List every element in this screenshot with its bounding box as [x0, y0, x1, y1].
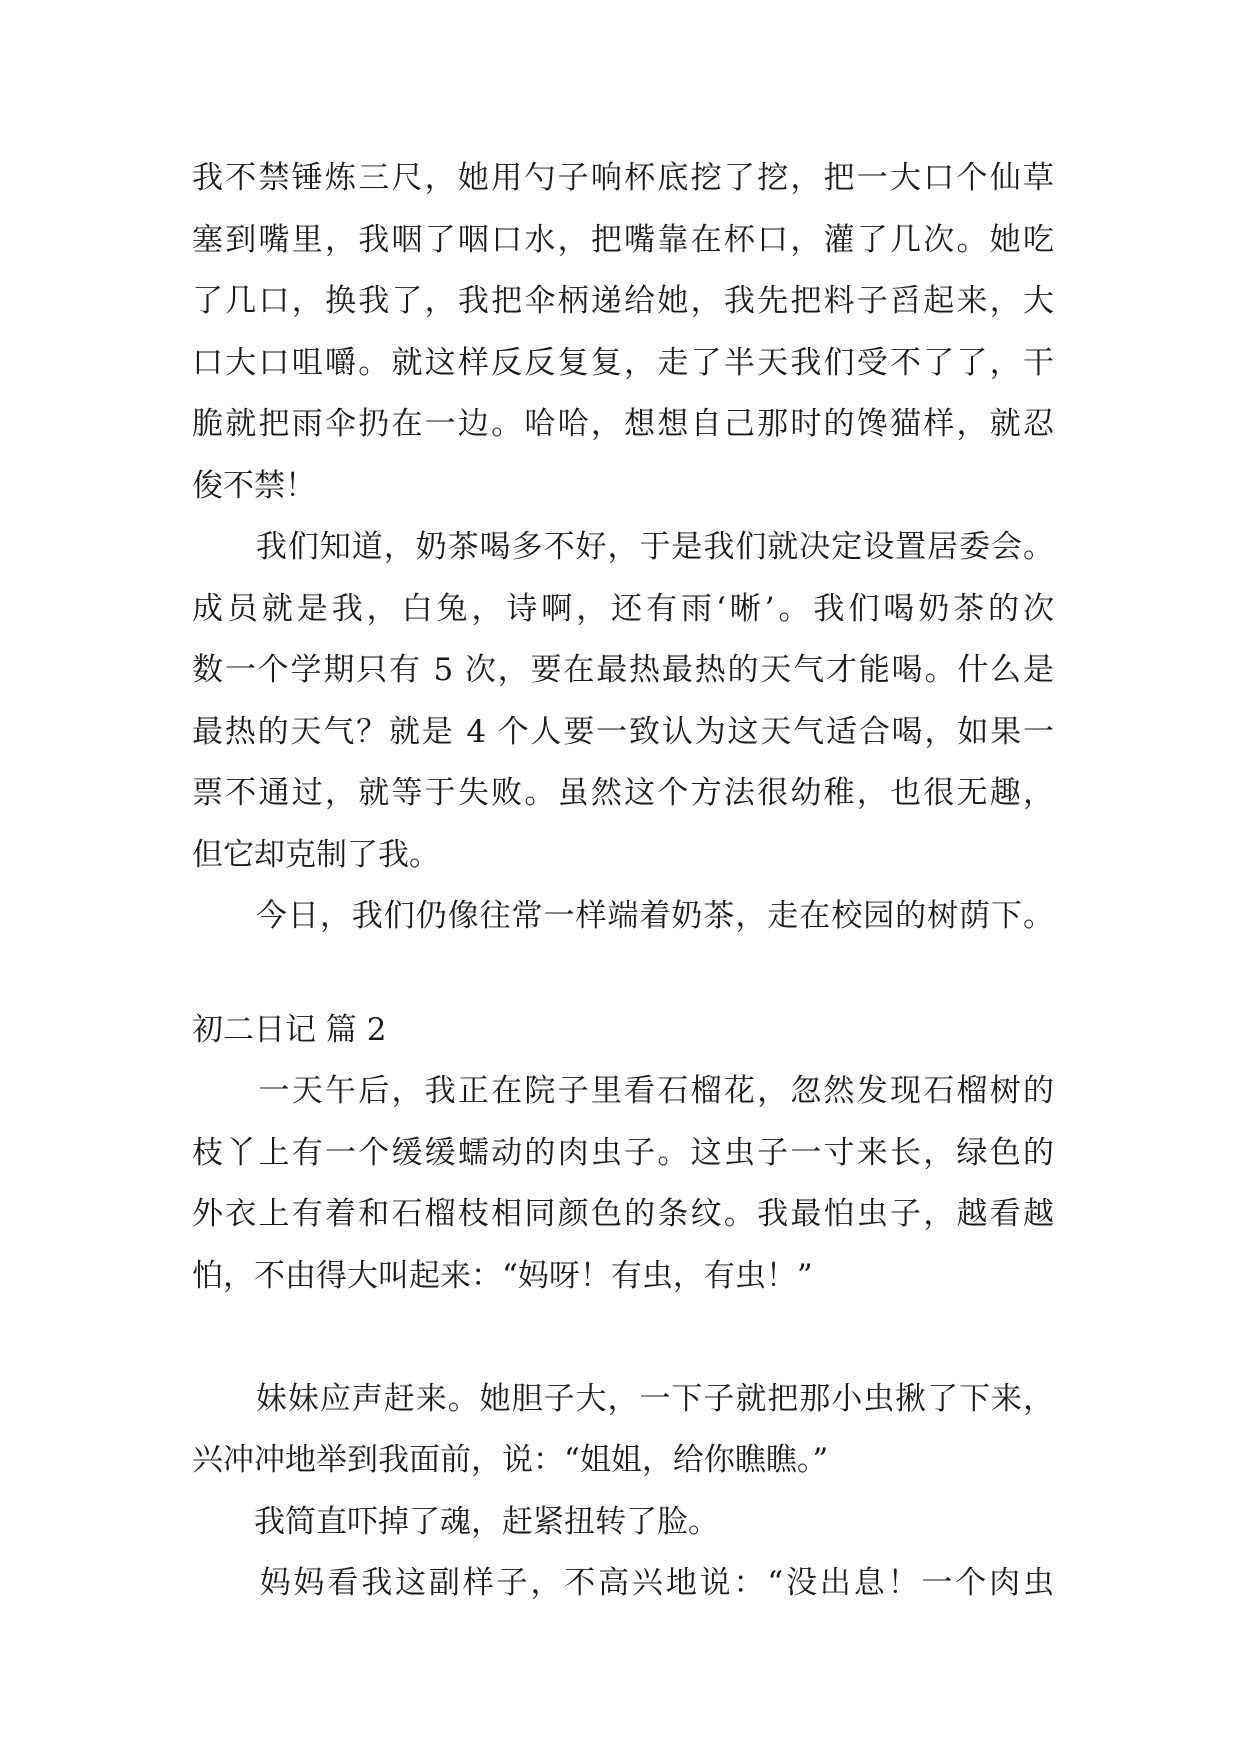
- spacer: [192, 958, 1054, 1010]
- paragraph-6: [192, 1502, 1054, 1542]
- text-line: 脆就把雨伞扔在一边。哈哈，想想自己那时的馋猫样，就忍: [192, 406, 1054, 442]
- text-line: 怕，不由得大叫起来：“妈呀！有虫，有虫！”: [192, 1257, 813, 1294]
- text-line: 枝丫上有一个缓缓蠕动的肉虫子。这虫子一寸来长，绿色的: [192, 1134, 1054, 1171]
- text-line: 一天午后，我正在院子里看石榴花，忽然发现石榴树的: [192, 1073, 1054, 1109]
- text-line: 但它却克制了我。: [192, 836, 440, 873]
- text-line: 外衣上有着和石榴枝相同颜色的条纹。我最怕虫子，越看越: [192, 1196, 1054, 1232]
- document-body: [192, 158, 1054, 1625]
- text-line: 妹妹应声赶来。她胆子大，一下子就把那小虫揪了下来，: [192, 1380, 1054, 1417]
- text-line: 口大口咀嚼。就这样反反复复，走了半天我们受不了了，干: [192, 344, 1054, 381]
- spacer: [192, 1317, 1054, 1379]
- text-line: 妈妈看我这副样子，不高兴地说：“没出息！一个肉虫: [192, 1565, 1054, 1601]
- text-line: 兴冲冲地举到我面前，说：“姐姐，给你瞧瞧。”: [192, 1442, 829, 1478]
- text-line: 今日，我们仍像往常一样端着奶茶，走在校园的树荫下。: [192, 898, 1054, 934]
- text-line: 成员就是我，白兔，诗啊，还有雨‘晰’。我们喝奶茶的次: [192, 590, 1054, 627]
- paragraph-2: [192, 527, 1054, 875]
- text-line: 数一个学期只有 5 次，要在最热最热的天气才能喝。什么是: [192, 652, 1054, 688]
- text-line: 我不禁锤炼三尺，她用勺子响杯底挖了挖，把一大口个仙草: [192, 160, 1054, 196]
- paragraph-5: [192, 1379, 1054, 1481]
- text-line: 塞到嘴里，我咽了咽口水，把嘴靠在杯口，灌了几次。她吃: [192, 221, 1054, 258]
- text-line: 我们知道，奶茶喝多不好，于是我们就决定设置居委会。: [192, 529, 1054, 565]
- text-line: 了几口，换我了，我把伞柄递给她，我先把料子舀起来，大: [192, 283, 1054, 319]
- section-title: 初二日记 篇 2: [192, 1011, 387, 1048]
- text-line: 俊不禁！: [192, 467, 316, 504]
- paragraph-1: [192, 158, 1054, 506]
- paragraph-4: [192, 1071, 1054, 1296]
- text-line: 最热的天气？就是 4 个人要一致认为这天气适合喝，如果一: [192, 713, 1054, 750]
- text-line: 我简直吓掉了魂，赶紧扭转了脸。: [192, 1503, 719, 1540]
- text-line: 票不通过，就等于失败。虽然这个方法很幼稚，也很无趣，: [192, 775, 1054, 811]
- paragraph-3: [192, 896, 1054, 936]
- paragraph-7: [192, 1563, 1054, 1603]
